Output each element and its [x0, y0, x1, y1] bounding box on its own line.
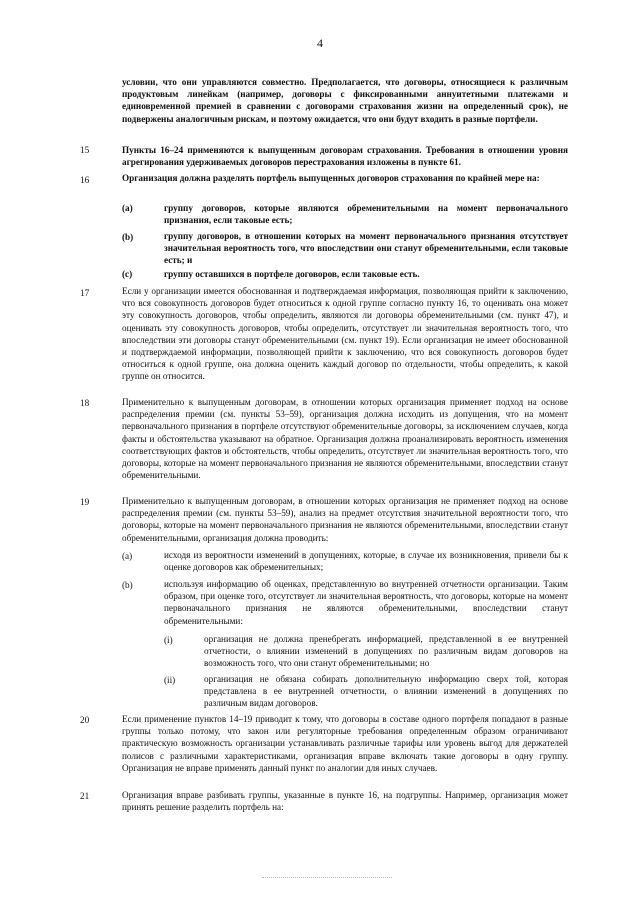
paragraph-19-number: 19: [80, 497, 90, 507]
paragraph-16-item-c-text: группу оставшихся в портфеле договоров, если таковые есть.: [164, 269, 420, 279]
paragraph-19-subitem-i-label: (i): [164, 635, 173, 645]
paragraph-19-item-b-label: (b): [122, 580, 133, 590]
paragraph-18-text: Применительно к выпущенным договорам, в отношении которых организация применяет подход на основе распределения премии (см. пункты 53–59), организация должна исходить из допущения, что на момент первоначального признания в портфеле отсутствуют обременительные договоры, за исключением случаев, когда факты и обстоятельства указывают на обратное. Организация должна проанализировать вероятность изменения соответствующих фактов и обстоятельств, чтобы определить, отсутствует ли значительная вероятность того, что договоры, которые на момент первоначального признания не являются обременительными, впоследствии станут обременительными.: [122, 397, 568, 481]
paragraph-17-text: Если у организации имеется обоснованная и подтверждаемая информация, позволяющая прийти к заключению, что вся совокупность договоров будет относиться к одной группе согласно пункту 16, то оценивать она может эту совокупность договоров, чтобы определить, являются ли договоры обременительными (см. пункт 47), и оценивать эту совокупность договоров, чтобы определить, отсутствует ли значительная вероятность того, что впоследствии эти договоры станут обременительными (см. пункт 19). Если организация не имеет обоснованной и подтверждаемой информации, позволяющей прийти к заключению, что вся совокупность договоров будет относиться к одной группе, она должна оценить каждый договор по отдельности, чтобы определить, к какой группе он относится.: [122, 286, 568, 382]
paragraph-19-item-a-text: исходя из вероятности изменений в допущениях, которые, в случае их возникновения, привели бы к оценке договоров как обременительных;: [164, 550, 568, 573]
paragraph-19-item-a-label: (a): [122, 551, 133, 561]
paragraph-19-subitem-ii-label: (ii): [164, 675, 176, 685]
paragraph-15-number: 15: [80, 145, 90, 155]
intro-paragraph: условии, что они управляются совместно. Предполагается, что договоры, относящиеся к различным продуктовым линейкам (например, договоры с фиксированными аннуитетными платежами и единовременной премией в сравнении с договорами страхования жизни на определенный срок), не подвержены аналогичным рискам, и поэтому ожидается, что они будут входить в разные портфели.: [122, 77, 568, 124]
paragraph-16-text: Организация должна разделять портфель выпущенных договоров страхования по крайней мере на:: [122, 173, 540, 183]
paragraph-16-item-b-text: группу договоров, в отношении которых на момент первоначального признания отсутствует значительная вероятность того, что впоследствии они станут обременительными, если таковые есть; и: [164, 231, 568, 266]
paragraph-16-number: 16: [80, 175, 90, 185]
paragraph-16-item-b-label: (b): [122, 232, 134, 242]
page-number: 4: [317, 36, 323, 50]
paragraph-18-number: 18: [80, 398, 90, 408]
paragraph-20-number: 20: [80, 715, 90, 725]
paragraph-15-text: Пункты 16–24 применяются к выпущенным договорам страхования. Требования в отношении уровня агрегирования удерживаемых договоров перестрахования изложены в пункте 61.: [122, 145, 568, 168]
footer-divider: [262, 877, 392, 878]
paragraph-19-subitem-ii-text: организация не обязана собирать дополнительную информацию сверх той, которая представлена в ее внутренней отчетности, о влиянии изменений в допущениях по различным видам договоров.: [204, 674, 568, 709]
paragraph-16-item-a-label: (a): [122, 203, 133, 213]
paragraph-19-subitem-i-text: организация не должна пренебрегать информацией, представленной в ее внутренней отчетности, о влиянии изменений в допущениях по различным видам договоров на возможность того, что они станут обременительными; но: [204, 634, 568, 669]
paragraph-19-item-b-text: используя информацию об оценках, представленную во внутренней отчетности организации. Таким образом, при оценке того, отсутствует ли значительная вероятность, что договоры, которые на момент первоначального признания не являются обременительными, впоследствии станут обременительными:: [164, 579, 568, 626]
paragraph-16-item-a-text: группу договоров, которые являются обременительными на момент первоначального признания, если таковые есть;: [164, 203, 568, 226]
paragraph-19-text: Применительно к выпущенным договорам, в отношении которых организация не применяет подход на основе распределения премии (см. пункты 53–59), анализ на предмет отсутствия значительной вероятности того, что договоры, которые на момент первоначального признания не являются обременительными, впоследствии станут обременительными, организация должна проводить:: [122, 496, 568, 543]
paragraph-16-item-c-label: (c): [122, 269, 133, 279]
paragraph-21-number: 21: [80, 791, 90, 801]
paragraph-21-text: Организация вправе разбивать группы, указанные в пункте 16, на подгруппы. Например, организация может принять решение разделить портфель на:: [122, 790, 568, 813]
paragraph-20-text: Если применение пунктов 14–19 приводит к тому, что договоры в составе одного портфеля попадают в разные группы только потому, что закон или регуляторные требования определенным образом ограничивают практическую возможность организации устанавливать различные тарифы или уровень выгод для держателей полисов с различными характеристиками, организация вправе включать такие договоры в одну группу. Организация не вправе применять данный пункт по аналогии для иных случаев.: [122, 714, 568, 773]
paragraph-17-number: 17: [80, 288, 90, 298]
